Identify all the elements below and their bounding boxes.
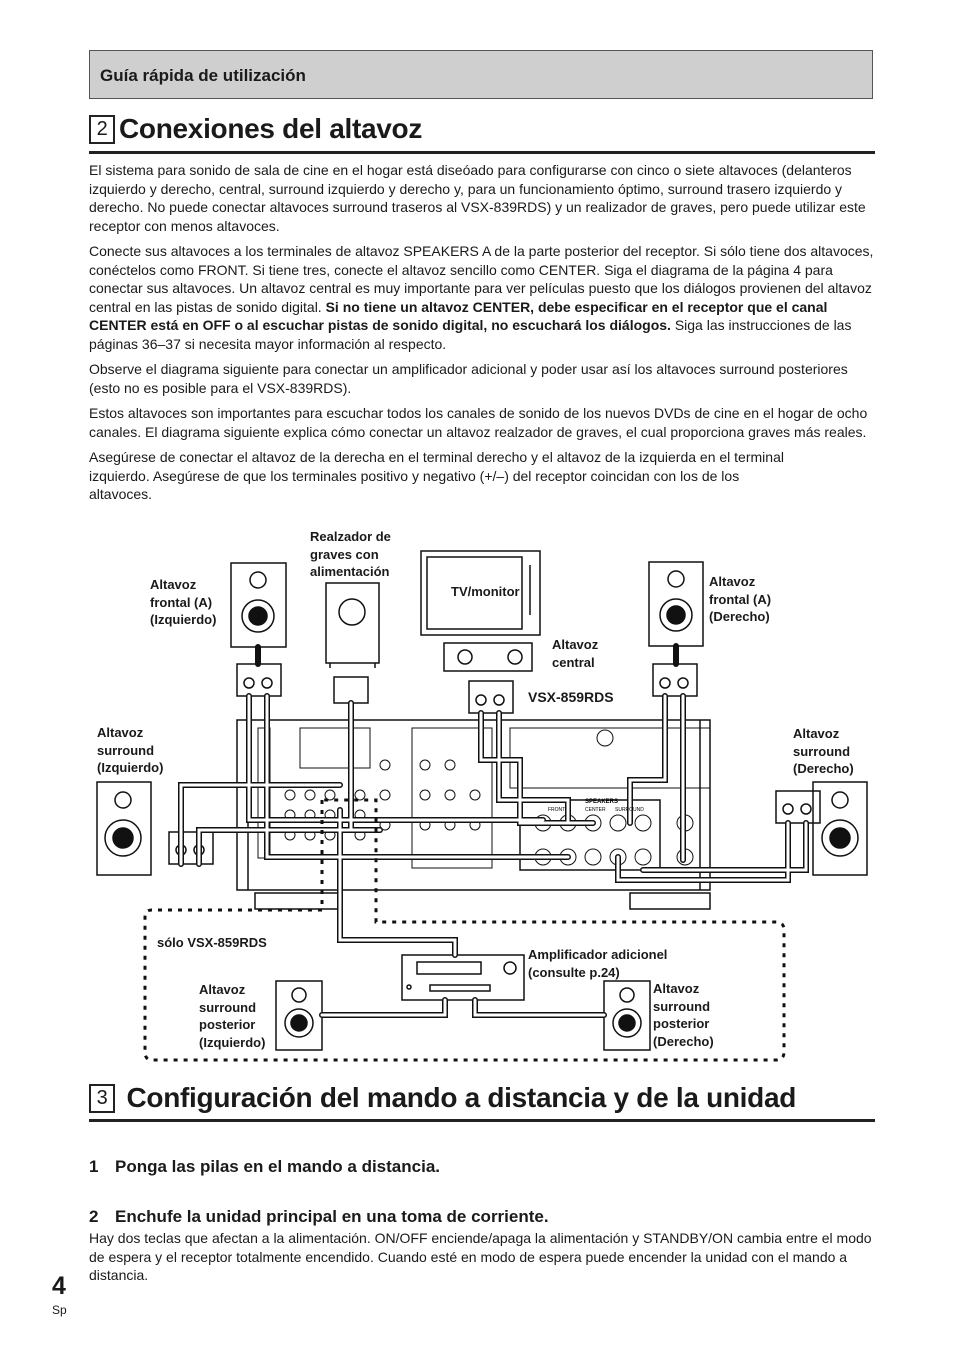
section-3-number: 3 (89, 1084, 115, 1113)
panel-label-speakers: SPEAKERS (585, 799, 619, 805)
front-right-speaker (649, 562, 703, 646)
surround-left-connector (169, 832, 213, 864)
section-2-heading: Conexiones del altavoz (119, 113, 423, 144)
center-connector (469, 681, 513, 713)
label-surround-right: Altavoz surround (Derecho) (793, 726, 854, 776)
label-front-right: Altavoz frontal (A) (Derecho) (709, 574, 772, 624)
label-only-model: sólo VSX-859RDS (157, 935, 267, 950)
paragraph-5: Asegúrese de conectar el altavoz de la derecha en el terminal derecho y el altavoz de la izquierda en el terminal izquierdo. Asegúrese de que los terminales positivo y negativo (+/–) del receptor coincidan con los de los altavoces. (89, 449, 784, 502)
step-2: 2 Enchufe la unidad principal en una toma de corriente. (89, 1207, 549, 1226)
panel-label-front: FRONT (548, 807, 566, 813)
paragraph-3: Observe el diagrama siguiente para conectar un amplificador adicional y poder usar así los altavoces surround posteriores (esto no es posible para el VSX-839RDS). (89, 361, 848, 396)
step-1: 1 Ponga las pilas en el mando a distancia. (89, 1157, 440, 1176)
label-tv: TV/monitor (451, 584, 520, 599)
receiver-foot-right (630, 893, 710, 909)
front-right-connector (653, 664, 697, 696)
paragraph-2: Conecte sus altavoces a los terminales de altavoz SPEAKERS A de la parte posterior del receptor. Si sólo tiene dos altavoces, conéctelos como FRONT. Si tiene tres, conecte el altavoz sencillo como CENTER. Siga el diagrama de la página 4 para conectar sus altavoces. Un altavoz central es muy importante para ver películas puesto que los diálogos provienen del altavoz central en las pistas de sonido digital. Si no tiene un altavoz CENTER, debe especificar en el receptor que el canal CENTER está en OFF o al escuchar pistas de sonido digital, no escuchará los diálogos. Siga las instrucciones de las páginas 36–37 si necesita mayor información al respecto. (89, 243, 874, 352)
subwoofer (326, 583, 379, 663)
label-center: Altavoz central (552, 637, 599, 670)
label-rear-right: Altavoz surround posterior (Derecho) (653, 981, 714, 1049)
label-subwoofer: Realzador de graves con alimentación (310, 529, 391, 579)
page-number: 4 (52, 1272, 66, 1300)
header-title: Guía rápida de utilización (100, 66, 306, 85)
panel-label-center: CENTER (585, 807, 606, 813)
section-3-heading: Configuración del mando a distancia y de la unidad (126, 1082, 797, 1113)
front-left-connector (237, 664, 281, 696)
label-front-left: Altavoz frontal (A) (Izquierdo) (150, 577, 217, 627)
section-3-title (89, 1082, 875, 1122)
label-rear-left: Altavoz surround posterior (Izquierdo) (199, 982, 266, 1050)
subwoofer-connector (334, 677, 368, 703)
label-model: VSX-859RDS (528, 689, 614, 705)
page-language: Sp (52, 1303, 67, 1317)
front-left-speaker (231, 563, 286, 647)
label-amplifier: Amplificador adicionel (consulte p.24) (528, 947, 668, 980)
section-2-number: 2 (89, 115, 115, 144)
step-2-body: Hay dos teclas que afectan a la alimentación. ON/OFF enciende/apaga la alimentación y STANDBY/ON cambia entre el modo de espera y el receptor totalmente encendido. Cuando esté en modo de espera puede encender la unidad con el mando a distancia. (89, 1230, 872, 1283)
paragraph-1: El sistema para sonido de sala de cine en el hogar está diseóado para configurarse con cinco o siete altavoces (delanteros izquierdo y derecho, central, surround izquierdo y derecho y, para un funcionamiento óptimo, surround trasero izquierdo y derecho. No puede conectar altavoces surround traseros al VSX-839RDS) y un realizador de graves, pero puede utilizar este receptor con menos altavoces. (89, 162, 866, 234)
paragraph-4: Estos altavoces son importantes para escuchar todos los canales de sonido de los nuevos DVDs de cine en el hogar de ocho canales. El diagrama siguiente explica cómo conectar un altavoz realzador de graves, el cual proporciona graves más reales. (89, 405, 868, 440)
receiver-foot-left (255, 893, 340, 909)
center-speaker (444, 643, 532, 671)
label-surround-left: Altavoz surround (Izquierdo) (97, 725, 164, 775)
panel-label-surround: SURROUND (615, 807, 644, 813)
